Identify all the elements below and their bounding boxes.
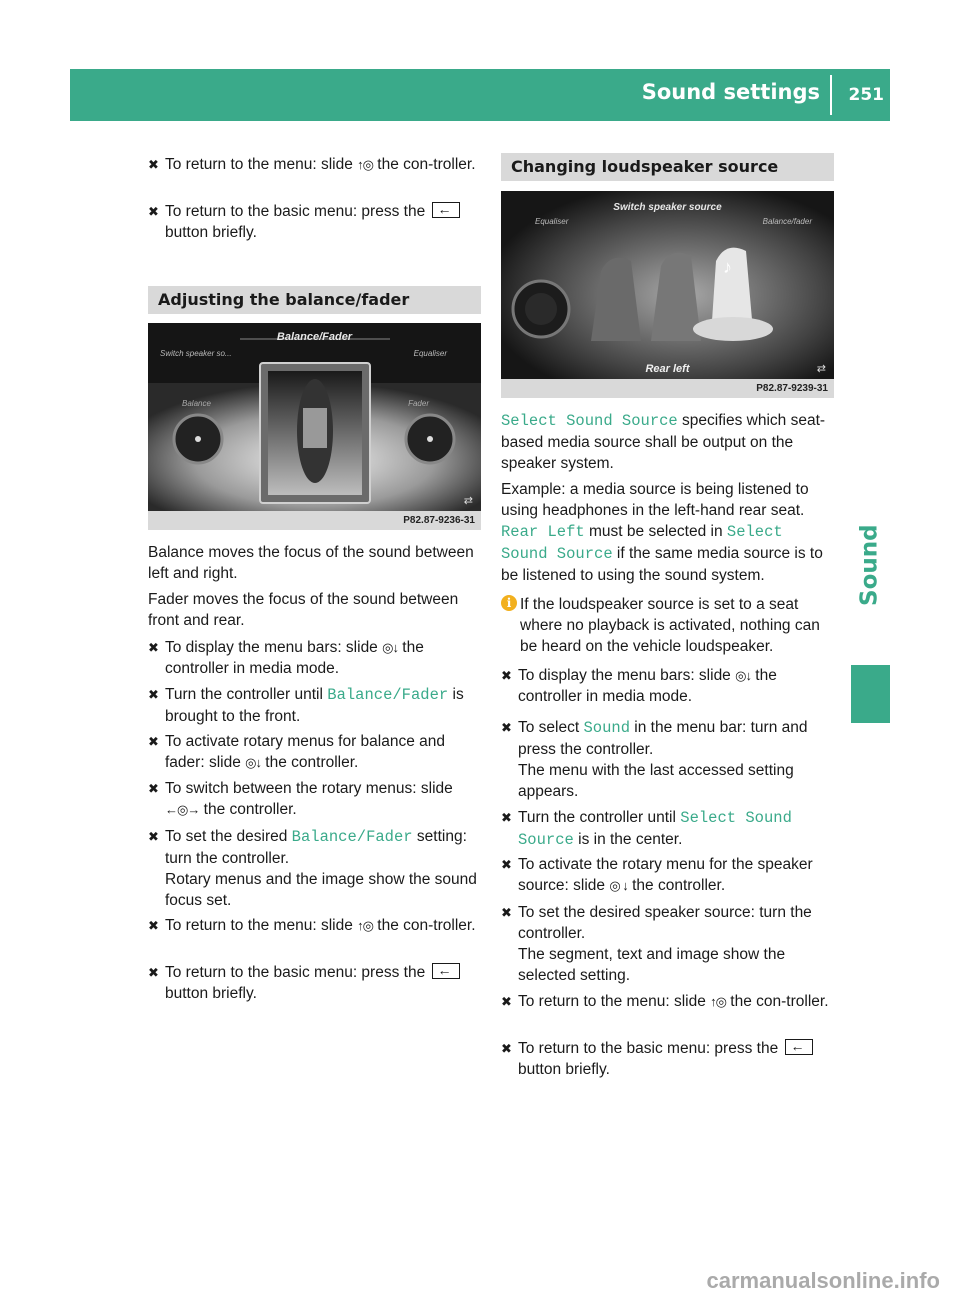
image-code: P82.87-9236-31 (148, 511, 481, 530)
paragraph-balance: Balance moves the focus of the sound between left and right. (148, 544, 474, 582)
page-header (70, 69, 890, 121)
step-display-menu: ✖ To display the menu bars: slide ◎↓ the controller in media mode. (148, 639, 424, 677)
screen-title: Switch speaker source (613, 202, 722, 213)
step-set-speaker-source: ✖ To set the desired speaker source: turn the controller. The segment, text and image show the selected setting. (501, 904, 812, 984)
balance-fader-screenshot (148, 323, 481, 530)
screen-title: Balance/Fader (276, 331, 353, 343)
step-marker: ✖ (148, 204, 159, 219)
screen-left-menu: Switch speaker so... (160, 349, 232, 358)
step-marker: ✖ (501, 720, 512, 735)
step-marker: ✖ (148, 687, 159, 702)
screen-right-menu: Balance/fader (762, 217, 812, 226)
step-marker: ✖ (501, 668, 512, 683)
step-return-menu: ✖ To return to the menu: slide ↑◎ the con-troller. (501, 993, 829, 1010)
screen-left-menu: Equaliser (535, 217, 569, 226)
header-divider (830, 75, 832, 115)
info-icon: i (501, 595, 517, 611)
page-number: 251 (848, 85, 884, 105)
screen-fader-label: Fader (408, 399, 429, 408)
step-activate-rotary: ✖ To activate rotary menus for balance and fader: slide ◎↓ the controller. (148, 733, 446, 771)
screen-back-icon: ⇄ (463, 495, 473, 507)
back-button-icon (432, 963, 460, 979)
step-marker: ✖ (148, 640, 159, 655)
step-marker: ✖ (148, 918, 159, 933)
step-marker: ✖ (148, 965, 159, 980)
footer-watermark: carmanualsonline.info (706, 1268, 940, 1293)
step-return-basic-menu-2: ✖ To return to the basic menu: press the ← button briefly. (148, 962, 481, 1004)
screen-balance-label: Balance (182, 399, 211, 408)
step-return-menu-2: ✖ To return to the menu: slide ↑◎ the con-troller. (148, 917, 476, 934)
step-marker: ✖ (501, 857, 512, 872)
screen-right-menu: Equaliser (413, 349, 447, 358)
side-tab-marker (851, 665, 890, 723)
info-note: i If the loudspeaker source is set to a seat where no playback is activated, nothing can be heard on the vehicle loudspeaker. (501, 594, 834, 657)
step-marker: ✖ (501, 994, 512, 1009)
step-marker: ✖ (148, 157, 159, 172)
speaker-source-screenshot (501, 191, 834, 398)
header-title: Sound settings (641, 80, 820, 104)
step-display-menu: ✖ To display the menu bars: slide ◎↓ the controller in media mode. (501, 667, 777, 705)
paragraph-example: Example: a media source is being listened to using headphones in the left-hand rear seat. Rear Left must be selected in Select Sound Source if the same media source is to be listened to using the sound system. (501, 481, 823, 584)
screen-back-icon: ⇄ (816, 363, 826, 375)
back-button-icon (785, 1039, 813, 1055)
paragraph-select-sound-source: Select Sound Source specifies which seat-based media source shall be output on the speaker system. (501, 412, 826, 472)
step-turn-controller: ✖ Turn the controller until Balance/Fader is brought to the front. (148, 686, 464, 725)
step-return-menu: ✖ To return to the menu: slide ↑◎ the con-troller. (148, 156, 476, 173)
step-return-basic-menu: ✖ To return to the basic menu: press the ← button briefly. (501, 1038, 834, 1080)
screen-rear-left-label: Rear left (645, 363, 690, 375)
section-title-balance-fader: Adjusting the balance/fader (148, 286, 481, 314)
step-select-sound: ✖ To select Sound in the menu bar: turn and press the controller. The menu with the last accessed setting appears. (501, 719, 808, 800)
step-marker: ✖ (148, 781, 159, 796)
step-marker: ✖ (148, 829, 159, 844)
step-return-basic-menu: ✖ To return to the basic menu: press the ← button briefly. (148, 201, 481, 243)
step-turn-controller: ✖ Turn the controller until Select Sound Source is in the center. (501, 809, 792, 849)
section-title-loudspeaker: Changing loudspeaker source (501, 153, 834, 181)
step-marker: ✖ (501, 905, 512, 920)
image-code: P82.87-9239-31 (501, 379, 834, 398)
step-marker: ✖ (501, 1041, 512, 1056)
paragraph-fader: Fader moves the focus of the sound between front and rear. (148, 591, 459, 629)
step-set-balance: ✖ To set the desired Balance/Fader setting: turn the controller. Rotary menus and the image show the sound focus set. (148, 828, 477, 909)
step-switch-rotary: ✖ To switch between the rotary menus: slide ←◎→ the controller. (148, 780, 453, 818)
step-marker: ✖ (148, 734, 159, 749)
svg-text:♪: ♪ (723, 257, 732, 277)
side-tab-label: Sound (856, 524, 883, 606)
back-button-icon (432, 202, 460, 218)
step-marker: ✖ (501, 810, 512, 825)
step-activate-rotary: ✖ To activate the rotary menu for the speaker source: slide ◎ ↓ the controller. (501, 856, 813, 894)
